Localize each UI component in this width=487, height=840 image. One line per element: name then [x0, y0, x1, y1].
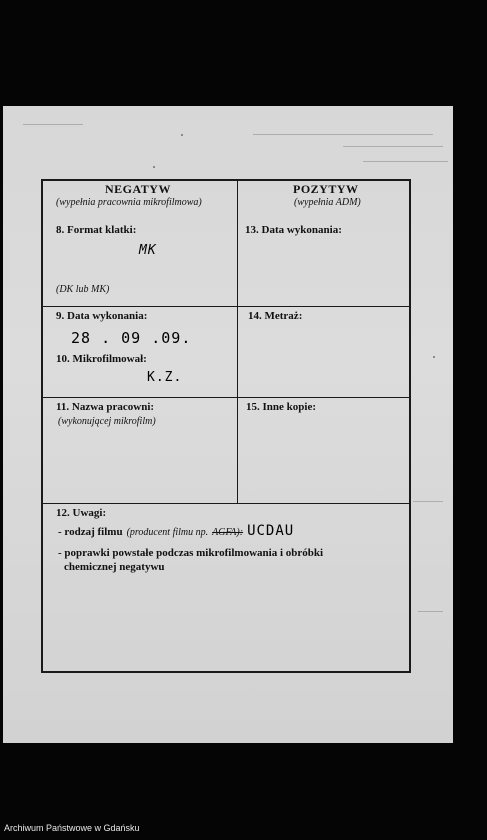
poprawki-line1: - poprawki powstałe podczas mikrofilmowania i obróbki — [58, 547, 324, 559]
form-table — [41, 179, 411, 673]
scan-streak — [253, 134, 433, 135]
negatyw-title: NEGATYW — [105, 182, 171, 196]
archive-footer: Archiwum Państwowe w Gdańsku — [4, 823, 140, 833]
scan-streak — [363, 161, 448, 162]
poprawki-line2: chemicznej negatywu — [64, 561, 165, 573]
format-klatki-label: 8. Format klatki: — [56, 224, 137, 236]
nazwa-pracowni-label: 11. Nazwa pracowni: — [56, 401, 155, 413]
metraz-label: 14. Metraż: — [248, 310, 303, 322]
scan-streak — [343, 146, 443, 147]
negatyw-data-wykonania-label: 9. Data wykonania: — [56, 310, 148, 322]
column-divider — [237, 181, 238, 503]
rodzaj-filmu-line — [58, 522, 294, 540]
mikrofilmowal-value: K.Z. — [147, 370, 183, 385]
row-divider — [43, 503, 409, 504]
microfilm-record-card — [3, 106, 453, 743]
pozytyw-data-wykonania-label: 13. Data wykonania: — [245, 224, 342, 236]
scan-streak — [23, 124, 83, 125]
scan-speck — [153, 166, 155, 168]
negatyw-data-wykonania-value: 28 . 09 .09. — [71, 329, 192, 347]
uwagi-label: 12. Uwagi: — [56, 507, 107, 519]
format-klatki-hint: (DK lub MK) — [56, 284, 110, 295]
rodzaj-filmu-struck: AGFA): — [212, 527, 244, 538]
inne-kopie-label: 15. Inne kopie: — [246, 401, 316, 413]
scan-speck — [433, 356, 435, 358]
negatyw-subtitle: (wypełnia pracownia mikrofilmowa) — [56, 197, 202, 208]
rodzaj-filmu-label: - rodzaj filmu — [58, 526, 123, 538]
rodzaj-filmu-value: UCDAU — [247, 523, 295, 539]
pozytyw-subtitle: (wypełnia ADM) — [294, 197, 361, 208]
rodzaj-filmu-hint: (producent filmu np. — [126, 527, 209, 538]
row-divider — [43, 397, 409, 398]
nazwa-pracowni-hint: (wykonującej mikrofilm) — [58, 416, 156, 427]
row-divider — [43, 306, 409, 307]
pozytyw-title: POZYTYW — [293, 182, 359, 196]
format-klatki-value: MK — [139, 243, 157, 258]
scan-streak — [413, 501, 443, 502]
mikrofilmowal-label: 10. Mikrofilmował: — [56, 353, 147, 365]
scan-speck — [181, 134, 183, 136]
scan-streak — [418, 611, 443, 612]
